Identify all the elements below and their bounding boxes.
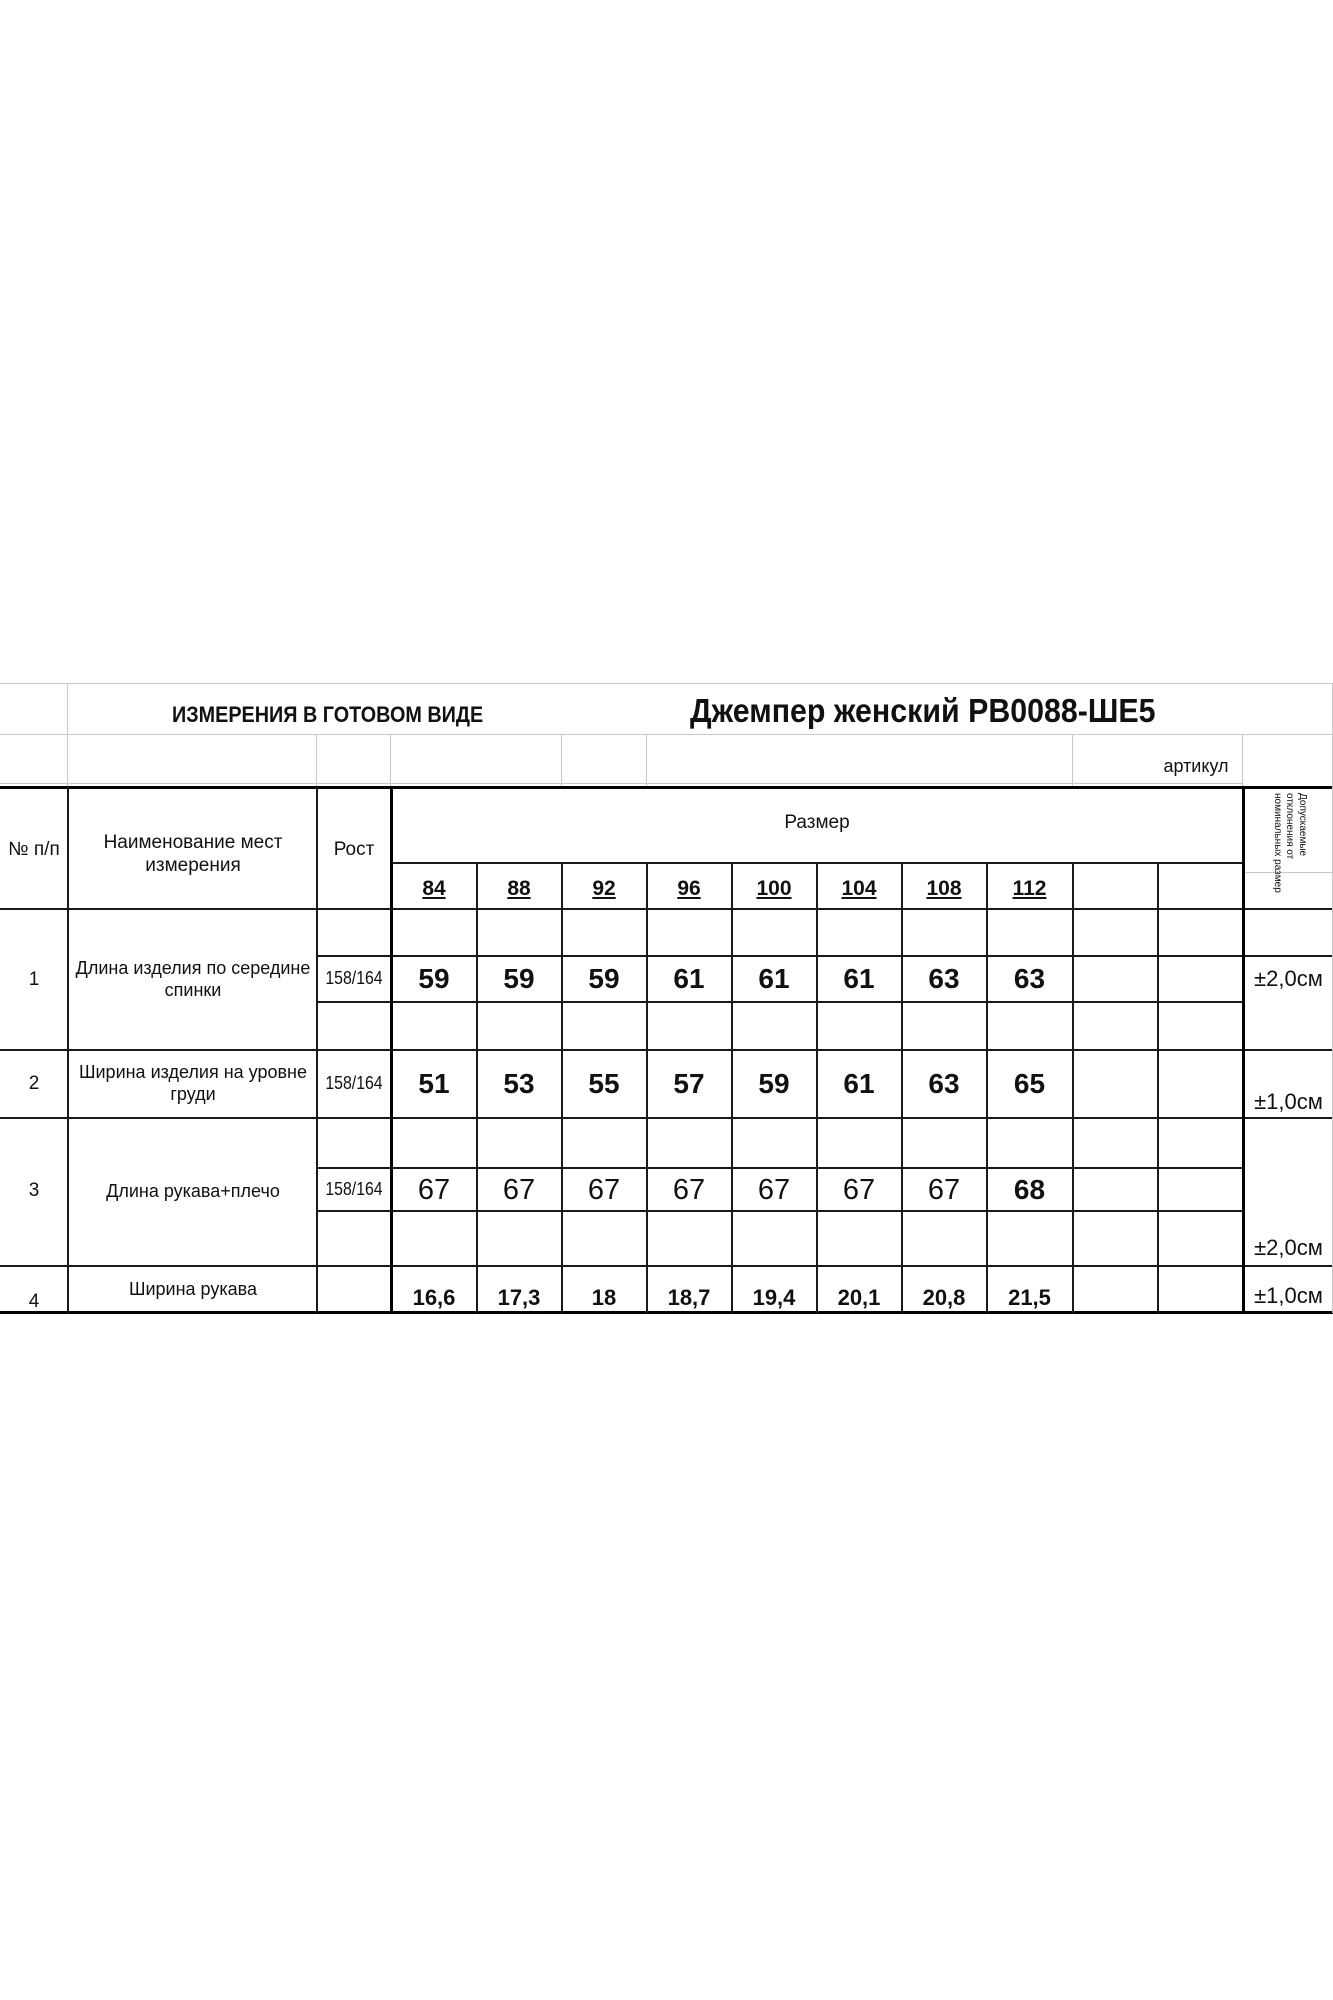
col-header-name: Наименование мест измерения [103,832,283,876]
value-cell: 18,7 [667,1284,711,1310]
tolerance-cell: ±2,0см [1254,965,1323,991]
value-cell: 67 [587,1173,621,1206]
row-num: 2 [28,1072,40,1094]
value-cell: 61 [758,963,790,995]
size-header: 96 [677,877,701,901]
article-label: артикул [1163,756,1229,777]
value-cell: 19,4 [752,1284,796,1310]
row-name: Ширина рукава [128,1279,258,1300]
col-header-num: № п/п [8,838,60,860]
size-header: 88 [507,877,531,901]
grid-line [0,783,1243,784]
value-cell: 55 [588,1068,620,1100]
grid-line [392,862,1244,864]
value-cell: 51 [418,1068,450,1100]
row-rost: 158/164 [325,1073,383,1094]
value-cell: 67 [757,1173,791,1206]
grid-line [67,683,68,786]
size-header: 92 [592,877,616,901]
value-cell: 59 [588,963,620,995]
grid-line [390,735,391,786]
page-title: Джемпер женский РВ0088-ШЕ5 [690,692,1156,730]
value-cell: 17,3 [497,1284,541,1310]
value-cell: 59 [418,963,450,995]
value-cell: 67 [927,1173,961,1206]
value-cell: 61 [843,1068,875,1100]
value-cell: 63 [928,963,960,995]
page-subtitle: ИЗМЕРЕНИЯ В ГОТОВОМ ВИДЕ [172,701,484,727]
col-border [1072,862,1074,1313]
value-cell: 20,8 [922,1284,966,1310]
value-cell: 57 [673,1068,705,1100]
size-header: 84 [422,877,446,901]
value-cell: 59 [503,963,535,995]
value-cell: 63 [928,1068,960,1100]
row-num: 1 [28,968,40,990]
size-header: 112 [1012,877,1047,901]
grid-line [646,735,647,786]
col-header-tolerance: Допускаемые отклонения от номинальных размер [1271,793,1308,893]
value-cell: 61 [843,963,875,995]
row-name: Ширина изделия на уровне груди [79,1062,307,1104]
value-cell: 59 [758,1068,790,1100]
row-rost: 158/164 [325,968,383,989]
tolerance-cell: ±1,0см [1254,1282,1323,1308]
row-num: 4 [28,1290,40,1312]
size-header: 104 [841,877,877,901]
col-border [1157,862,1159,1313]
tolerance-cell: ±1,0см [1254,1088,1323,1114]
value-cell: 65 [1013,1068,1046,1100]
value-cell: 20,1 [837,1284,881,1310]
value-cell: 21,5 [1008,1284,1051,1310]
value-cell: 63 [1013,963,1046,995]
grid-line [561,735,562,786]
value-cell: 53 [503,1068,535,1100]
tolerance-cell: ±2,0см [1254,1234,1323,1260]
value-cell: 61 [673,963,705,995]
grid-line [1072,735,1073,786]
value-cell: 67 [672,1173,706,1206]
grid-line [1242,735,1243,786]
value-cell: 67 [842,1173,876,1206]
value-cell: 68 [1013,1174,1046,1206]
value-cell: 67 [502,1173,536,1206]
col-header-rost: Рост [333,838,375,860]
row-rost: 158/164 [325,1179,383,1200]
value-cell: 18 [591,1284,617,1310]
value-cell: 67 [417,1173,451,1206]
row-rost [322,1267,385,1313]
row-name: Длина рукава+плечо [106,1180,280,1201]
grid-line [316,735,317,786]
col-header-size: Размер [784,811,850,833]
value-cell: 16,6 [412,1284,456,1310]
row-name: Длина изделия по середине спинки [75,958,311,1000]
size-header: 100 [756,877,792,901]
size-header: 108 [926,877,962,901]
row-num: 3 [28,1180,40,1202]
table-top-border [0,786,1333,789]
